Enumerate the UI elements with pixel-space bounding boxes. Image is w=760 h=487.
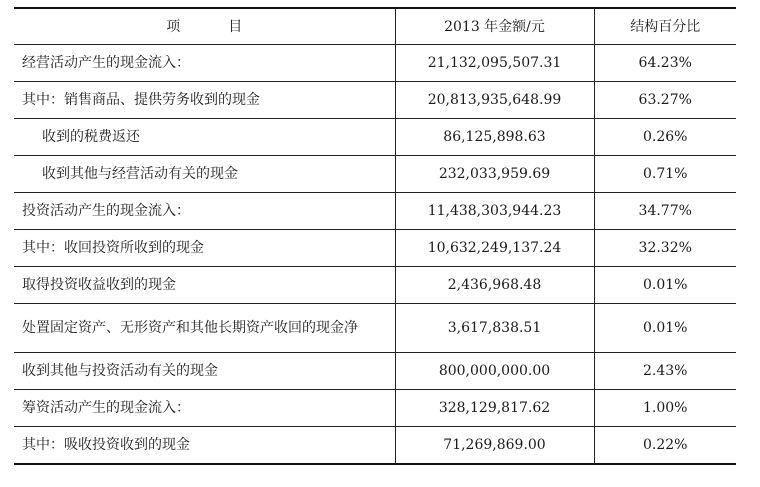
table-row <box>14 45 736 82</box>
row-item: 处置固定资产、无形资产和其他长期资产收回的现金净 <box>14 304 395 353</box>
row-item: 收到其他与投资活动有关的现金 <box>14 353 395 390</box>
row-item: 其中：吸收投资收到的现金 <box>14 427 395 465</box>
row-amount: 2,436,968.48 <box>395 267 594 304</box>
row-amount: 800,000,000.00 <box>395 353 594 390</box>
table-row <box>14 267 736 304</box>
header-item-char-1: 项 <box>166 18 181 35</box>
row-percent: 63.27% <box>594 82 736 119</box>
row-percent: 34.77% <box>594 193 736 230</box>
table-row <box>14 82 736 119</box>
row-amount: 3,617,838.51 <box>395 304 594 353</box>
row-amount: 232,033,959.69 <box>395 156 594 193</box>
header-row <box>14 8 736 45</box>
row-amount: 71,269,869.00 <box>395 427 594 465</box>
table-header <box>14 8 736 45</box>
row-amount: 10,632,249,137.24 <box>395 230 594 267</box>
row-percent: 0.01% <box>594 304 736 353</box>
row-item: 其中：销售商品、提供劳务收到的现金 <box>14 82 395 119</box>
header-amount: 2013 年金额/元 <box>395 8 594 45</box>
header-item <box>14 8 395 45</box>
row-amount: 328,129,817.62 <box>395 390 594 427</box>
row-item: 投资活动产生的现金流入： <box>14 193 395 230</box>
row-percent: 0.22% <box>594 427 736 465</box>
table-row <box>14 156 736 193</box>
row-percent: 64.23% <box>594 45 736 82</box>
row-amount: 86,125,898.63 <box>395 119 594 156</box>
row-item: 筹资活动产生的现金流入： <box>14 390 395 427</box>
table-row <box>14 427 736 465</box>
table-row <box>14 193 736 230</box>
header-item-char-2: 目 <box>228 18 243 35</box>
row-amount: 21,132,095,507.31 <box>395 45 594 82</box>
table-row <box>14 353 736 390</box>
row-percent: 0.26% <box>594 119 736 156</box>
header-percent: 结构百分比 <box>594 8 736 45</box>
row-amount: 11,438,303,944.23 <box>395 193 594 230</box>
row-item: 收到其他与经营活动有关的现金 <box>14 156 395 193</box>
cash-inflow-table <box>14 7 736 465</box>
table-row <box>14 304 736 353</box>
cash-inflow-table-container <box>14 7 736 465</box>
row-item: 取得投资收益收到的现金 <box>14 267 395 304</box>
table-body <box>14 45 736 465</box>
table-row <box>14 119 736 156</box>
row-percent: 1.00% <box>594 390 736 427</box>
row-amount: 20,813,935,648.99 <box>395 82 594 119</box>
row-percent: 0.71% <box>594 156 736 193</box>
row-item: 收到的税费返还 <box>14 119 395 156</box>
table-row <box>14 230 736 267</box>
row-percent: 32.32% <box>594 230 736 267</box>
row-percent: 2.43% <box>594 353 736 390</box>
table-row <box>14 390 736 427</box>
row-item: 经营活动产生的现金流入： <box>14 45 395 82</box>
row-percent: 0.01% <box>594 267 736 304</box>
row-item: 其中：收回投资所收到的现金 <box>14 230 395 267</box>
